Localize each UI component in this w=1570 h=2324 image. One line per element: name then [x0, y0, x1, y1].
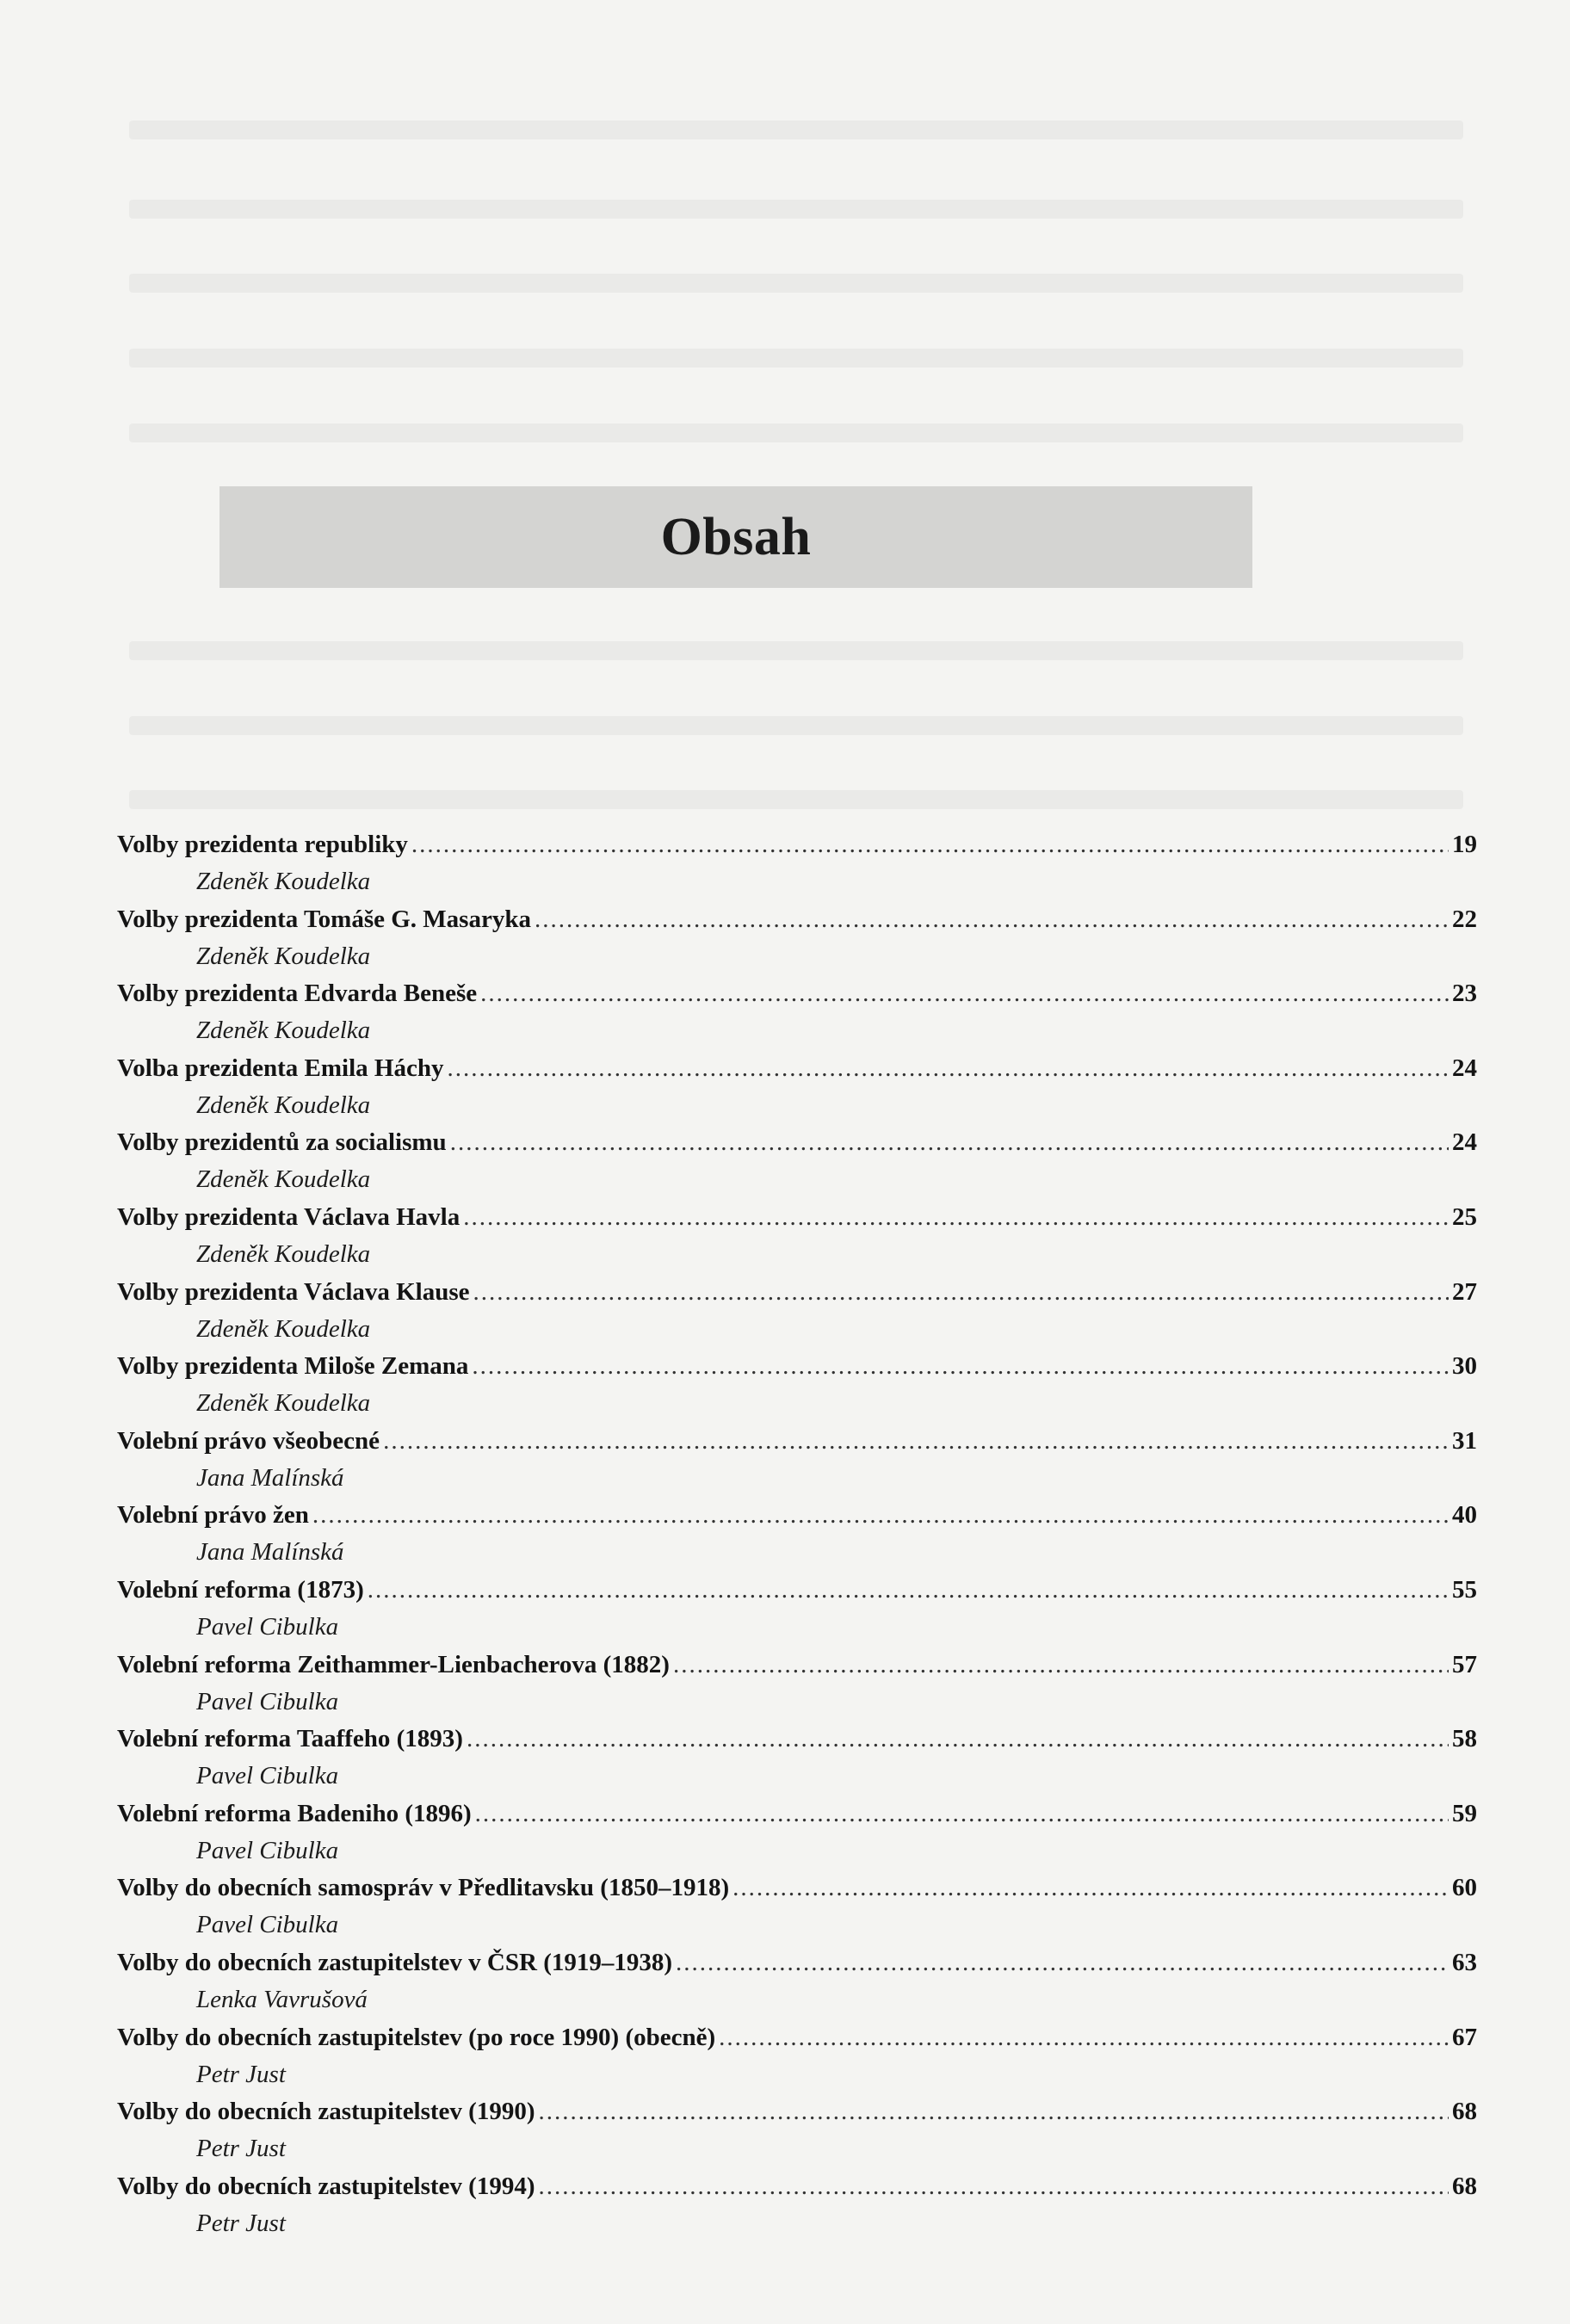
dot-leader [411, 826, 1449, 863]
toc-entry-title: Volby prezidentů za socialismu [117, 1128, 447, 1157]
toc-line [117, 1647, 1477, 1684]
toc-entry-page: 58 [1452, 1725, 1477, 1753]
toc-entry-author: Pavel Cibulka [196, 1836, 339, 1864]
dot-leader [463, 1199, 1449, 1236]
toc-entry-author: Petr Just [196, 2135, 286, 2163]
toc-entry-page: 60 [1452, 1874, 1477, 1902]
dot-leader [312, 1497, 1449, 1534]
toc-entry-title: Volba prezidenta Emila Háchy [117, 1054, 444, 1082]
toc-entry-author: Zdeněk Koudelka [196, 868, 371, 895]
toc-entry-page: 55 [1452, 1575, 1477, 1604]
toc-entry-author: Jana Malínská [196, 1538, 344, 1567]
toc-line [117, 1199, 1477, 1236]
toc-entry-title: Volby prezidenta Miloše Zemana [117, 1352, 469, 1381]
toc-entry [117, 826, 1477, 901]
toc-entry-page: 30 [1452, 1352, 1477, 1381]
toc-entry-author: Zdeněk Koudelka [196, 942, 371, 970]
toc-entry [117, 1944, 1477, 2019]
toc-entry-author: Pavel Cibulka [196, 1762, 339, 1790]
toc-entry-page: 31 [1452, 1426, 1477, 1455]
toc-line [117, 2168, 1477, 2205]
dot-leader [732, 1870, 1449, 1907]
toc-entry [117, 975, 1477, 1050]
toc-line [117, 2093, 1477, 2130]
dot-leader [450, 1124, 1449, 1161]
toc-entry-author: Zdeněk Koudelka [196, 1165, 371, 1194]
toc-entry-title: Volební reforma Zeithammer-Lienbacherova (1882) [117, 1650, 670, 1678]
toc-entry [117, 1647, 1477, 1721]
toc-entry-page: 59 [1452, 1799, 1477, 1827]
toc-entry [117, 1572, 1477, 1647]
toc-entry-author: Petr Just [196, 2209, 286, 2237]
toc-entry-author: Pavel Cibulka [196, 1687, 339, 1715]
dot-leader [473, 1274, 1449, 1311]
dot-leader [676, 1944, 1449, 1981]
toc-entry-title: Volby prezidenta Tomáše G. Masaryka [117, 905, 531, 933]
toc-entry-page: 40 [1452, 1501, 1477, 1530]
toc-entry [117, 1423, 1477, 1498]
dot-leader [539, 2093, 1449, 2130]
toc-entry-title: Volby do obecních zastupitelstev (1994) [117, 2172, 535, 2200]
toc-entry-page: 19 [1452, 831, 1477, 858]
toc-entry-page: 22 [1452, 905, 1477, 933]
toc-entry-author: Zdeněk Koudelka [196, 1239, 371, 1268]
toc-entry-page: 68 [1452, 2172, 1477, 2200]
dot-leader [673, 1647, 1449, 1684]
toc-entry-page: 63 [1452, 1948, 1477, 1976]
toc-line [117, 975, 1477, 1012]
toc-entry-title: Volební reforma (1873) [117, 1575, 364, 1604]
toc-line [117, 901, 1477, 938]
toc-entry [117, 1274, 1477, 1349]
toc-entry [117, 1050, 1477, 1125]
toc-entry-title: Volby do obecních zastupitelstev (1990) [117, 2098, 535, 2126]
toc-entry-title: Volby do obecních zastupitelstev (po roce 1990) (obecně) [117, 2023, 716, 2051]
dot-leader [472, 1348, 1449, 1385]
toc-entry-page: 67 [1452, 2023, 1477, 2051]
toc-line [117, 1572, 1477, 1609]
heading-band [219, 486, 1252, 588]
toc-line [117, 1870, 1477, 1907]
toc-entry-title: Volby prezidenta Edvarda Beneše [117, 980, 478, 1008]
toc-line [117, 1944, 1477, 1981]
toc-entry-author: Jana Malínská [196, 1463, 344, 1492]
toc-entry [117, 2168, 1477, 2243]
toc-line [117, 1423, 1477, 1460]
toc-entry [117, 1870, 1477, 1944]
dot-leader [447, 1050, 1449, 1087]
toc-entry-page: 24 [1452, 1054, 1477, 1082]
toc-line [117, 826, 1477, 863]
dot-leader [467, 1721, 1449, 1758]
toc-entry [117, 2093, 1477, 2168]
page-title: Obsah [660, 507, 812, 566]
toc-entry-title: Volby do obecních samospráv v Předlitavsku (1850–1918) [117, 1874, 730, 1902]
toc-entry-author: Zdeněk Koudelka [196, 1389, 371, 1418]
toc-entry-author: Petr Just [196, 2060, 286, 2088]
toc-entry [117, 1124, 1477, 1199]
toc-entry-page: 27 [1452, 1277, 1477, 1306]
toc-entry-title: Volební právo žen [117, 1501, 309, 1530]
toc-entry [117, 1796, 1477, 1870]
toc-entry-title: Volby prezidenta republiky [117, 831, 408, 858]
toc-line [117, 2019, 1477, 2056]
toc-entry [117, 1348, 1477, 1423]
dot-leader [368, 1572, 1449, 1609]
toc-entry [117, 2019, 1477, 2094]
toc-line [117, 1348, 1477, 1385]
dot-leader [383, 1423, 1449, 1460]
toc-line [117, 1274, 1477, 1311]
dot-leader [535, 901, 1449, 938]
dot-leader [475, 1796, 1449, 1833]
toc-entry-title: Volby prezidenta Václava Havla [117, 1202, 460, 1231]
toc-entry-author: Lenka Vavrušová [196, 1985, 368, 2013]
toc-entry [117, 1497, 1477, 1572]
dot-leader [719, 2019, 1449, 2056]
toc-entry-page: 25 [1452, 1202, 1477, 1231]
toc-entry-author: Pavel Cibulka [196, 1612, 339, 1641]
toc-entry-author: Pavel Cibulka [196, 1911, 339, 1939]
toc-entry-page: 68 [1452, 2098, 1477, 2126]
toc-entry [117, 1199, 1477, 1274]
toc-entry-title: Volební právo všeobecné [117, 1426, 380, 1455]
toc-line [117, 1796, 1477, 1833]
toc-entry-title: Volby prezidenta Václava Klause [117, 1277, 470, 1306]
toc-entry-author: Zdeněk Koudelka [196, 1314, 371, 1343]
dot-leader [480, 975, 1449, 1012]
toc-line [117, 1497, 1477, 1534]
toc-entry-title: Volební reforma Taaffeho (1893) [117, 1725, 463, 1753]
toc-entry-page: 23 [1452, 980, 1477, 1008]
toc-entry-title: Volební reforma Badeniho (1896) [117, 1799, 472, 1827]
toc-entry [117, 1721, 1477, 1796]
toc-line [117, 1050, 1477, 1087]
dot-leader [539, 2168, 1449, 2205]
toc-entry [117, 901, 1477, 976]
toc-entry-page: 24 [1452, 1128, 1477, 1157]
toc-entry-author: Zdeněk Koudelka [196, 1017, 371, 1045]
toc-entry-page: 57 [1452, 1650, 1477, 1678]
toc-entry-author: Zdeněk Koudelka [196, 1091, 371, 1119]
toc-line [117, 1721, 1477, 1758]
toc-entry-title: Volby do obecních zastupitelstev v ČSR (1919–1938) [117, 1948, 673, 1976]
table-of-contents [117, 826, 1477, 2242]
toc-line [117, 1124, 1477, 1161]
